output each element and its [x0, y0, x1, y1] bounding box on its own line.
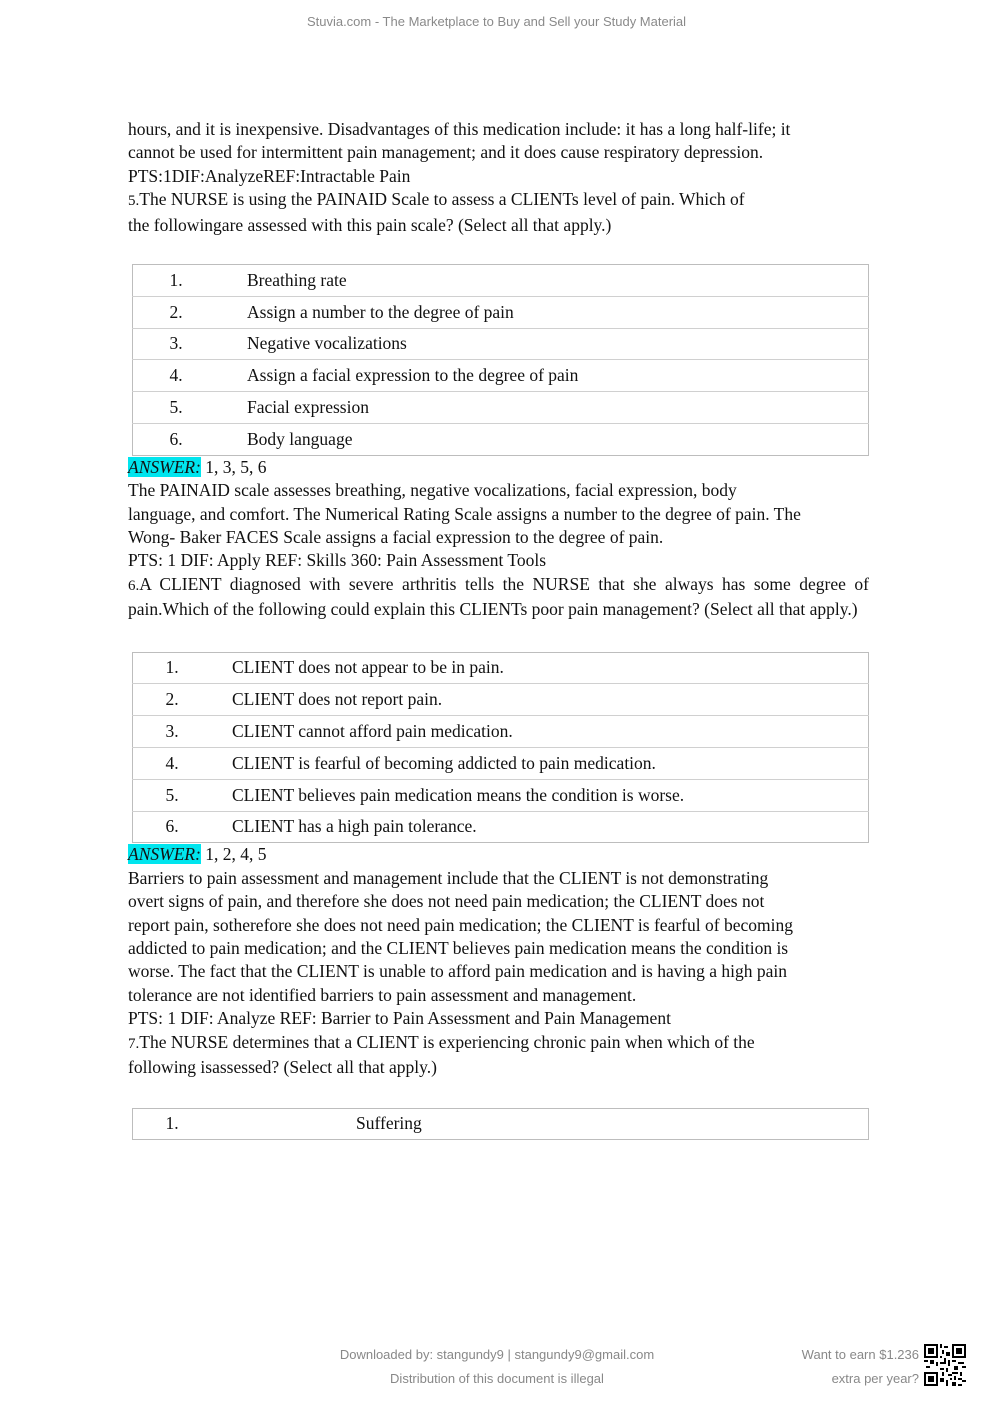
option-number: 1.	[169, 269, 183, 290]
option-text: Assign a number to the degree of pain	[219, 296, 869, 328]
question-text: The NURSE is using the PAINAID Scale to assess a CLIENTs level of pain. Which of	[139, 189, 745, 210]
option-text: CLIENT believes pain medication means the condition is worse.	[211, 779, 869, 811]
table-row	[133, 328, 869, 360]
table-row	[133, 360, 869, 392]
table-row	[133, 652, 869, 684]
question-number: 6.	[128, 577, 140, 594]
question-6	[128, 573, 869, 622]
option-text: Body language	[219, 424, 869, 456]
question-text: The NURSE determines that a CLIENT is experiencing chronic pain when which of the	[139, 1031, 755, 1052]
answer-line	[128, 843, 869, 866]
rationale-line: The PAINAID scale assesses breathing, negative vocalizations, facial expression, body	[128, 480, 737, 501]
option-text: CLIENT cannot afford pain medication.	[211, 716, 869, 748]
rationale-line: language, and comfort. The Numerical Rating Scale assigns a number to the degree of pain. The	[128, 503, 801, 524]
document-body	[128, 118, 869, 1140]
options-table-q7	[132, 1108, 869, 1141]
question-number: 5.	[128, 193, 140, 210]
option-number: 1.	[165, 657, 179, 678]
pts-line: PTS: 1 DIF: Analyze REF: Barrier to Pain Assessment and Pain Management	[128, 1008, 671, 1029]
options-table-q6	[132, 652, 869, 844]
answer-line	[128, 456, 869, 479]
table-row	[133, 684, 869, 716]
option-text: CLIENT is fearful of becoming addicted to pain medication.	[211, 748, 869, 780]
table-row	[133, 265, 869, 297]
option-number: 3.	[133, 716, 212, 748]
pts-line: PTS: 1 DIF: Apply REF: Skills 360: Pain Assessment Tools	[128, 550, 547, 571]
question-7-cont: following isassessed? (Select all that apply.)	[128, 1057, 437, 1078]
answer-value: 1, 2, 4, 5	[200, 844, 267, 865]
intro-pts: PTS:1DIF:AnalyzeREF:Intractable Pain	[128, 165, 411, 186]
option-text: CLIENT does not report pain.	[211, 684, 869, 716]
intro-line: hours, and it is inexpensive. Disadvantages of this medication include: it has a long half-life; it	[128, 119, 791, 139]
table-row	[133, 392, 869, 424]
option-text: Negative vocalizations	[219, 328, 869, 360]
option-number: 1.	[165, 1113, 179, 1134]
option-number: 2.	[133, 684, 212, 716]
answer-label: ANSWER:	[128, 456, 201, 477]
option-text: CLIENT has a high pain tolerance.	[211, 811, 869, 843]
options-table-q5	[132, 264, 869, 456]
rationale-line: overt signs of pain, and therefore she does not need pain medication; the CLIENT does not	[128, 891, 765, 912]
answer-value: 1, 3, 5, 6	[200, 456, 267, 477]
option-number: 6.	[133, 424, 220, 456]
option-text: Suffering	[356, 1113, 422, 1134]
question-number: 7.	[128, 1035, 140, 1052]
option-number: 2.	[133, 296, 220, 328]
rationale-line: Barriers to pain assessment and management include that the CLIENT is not demonstrating	[128, 867, 769, 888]
option-number: 4.	[133, 360, 220, 392]
rationale-line: report pain, sotherefore she does not need pain medication; the CLIENT is fearful of becoming	[128, 914, 793, 935]
table-row	[133, 424, 869, 456]
intro-line: cannot be used for intermittent pain management; and it does cause respiratory depression.	[128, 142, 764, 163]
rationale-line: worse. The fact that the CLIENT is unable to afford pain medication and is having a high pain	[128, 961, 787, 982]
option-text: Facial expression	[219, 392, 869, 424]
question-5	[128, 188, 869, 213]
rationale-line: addicted to pain medication; and the CLIENT believes pain medication means the condition is	[128, 938, 789, 959]
option-text: Assign a facial expression to the degree of pain	[219, 360, 869, 392]
downloaded-by-text: Downloaded by: stangundy9 | stangundy9@gmail.com	[339, 1347, 655, 1362]
rationale-line: tolerance are not identified barriers to pain assessment and management.	[128, 984, 637, 1005]
option-text: CLIENT does not appear to be in pain.	[232, 657, 504, 678]
option-number: 4.	[133, 748, 212, 780]
earn-promo-link-2[interactable]: extra per year?	[831, 1371, 919, 1386]
table-row	[133, 296, 869, 328]
table-row	[133, 1108, 869, 1140]
page-header: Stuvia.com - The Marketplace to Buy and Sell your Study Material	[306, 14, 687, 29]
question-5-cont: the followingare assessed with this pain scale? (Select all that apply.)	[128, 214, 612, 235]
table-row	[133, 811, 869, 843]
table-row	[133, 716, 869, 748]
table-row	[133, 779, 869, 811]
qr-code-icon[interactable]	[924, 1344, 966, 1386]
option-number: 3.	[133, 328, 220, 360]
earn-promo-link[interactable]: Want to earn $1.236	[801, 1347, 919, 1362]
option-number: 5.	[133, 392, 220, 424]
question-text: A CLIENT diagnosed with severe arthritis tells the NURSE that she always has some degree of pain.Which of the following could explain this CLIENTs poor pain management? (Select all that apply.)	[128, 573, 869, 620]
option-text: Breathing rate	[247, 269, 347, 290]
table-row	[133, 748, 869, 780]
option-number: 5.	[133, 779, 212, 811]
option-number: 6.	[133, 811, 212, 843]
rationale-line: Wong- Baker FACES Scale assigns a facial expression to the degree of pain.	[128, 527, 664, 548]
answer-label: ANSWER:	[128, 844, 201, 865]
question-7	[128, 1031, 869, 1056]
distribution-notice: Distribution of this document is illegal	[390, 1371, 604, 1386]
